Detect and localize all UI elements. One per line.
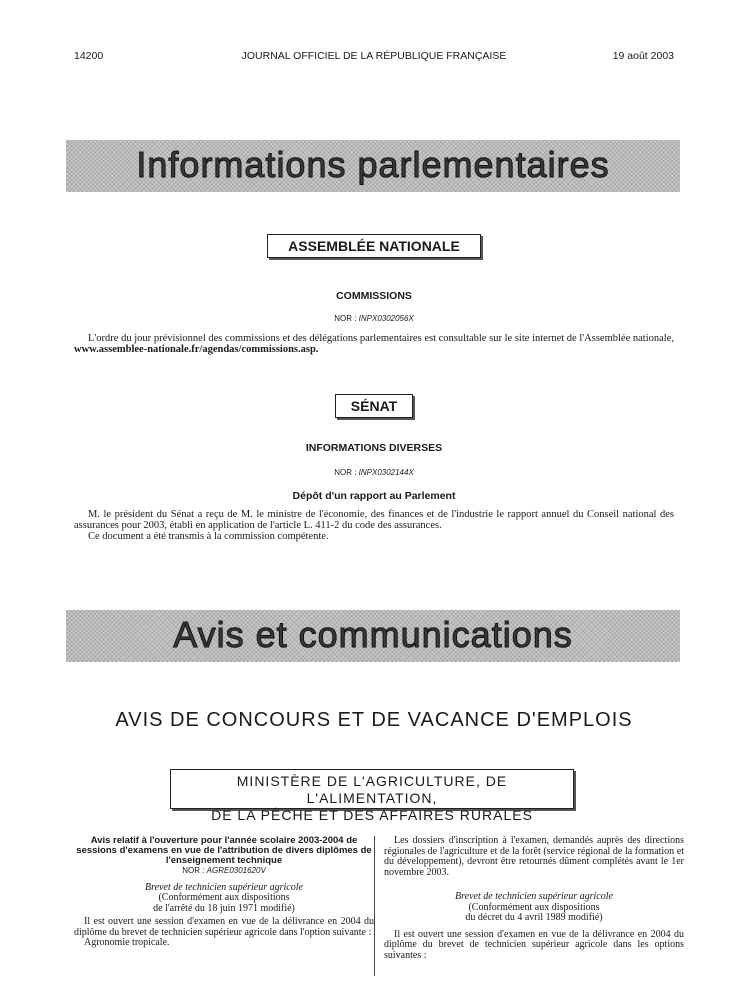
assemblee-heading: ASSEMBLÉE NATIONALE — [267, 234, 481, 258]
commissions-heading: COMMISSIONS — [336, 290, 412, 302]
depot-rapport-heading: Dépôt d'un rapport au Parlement — [292, 490, 456, 502]
senat-heading-box — [0, 394, 748, 418]
right-column — [384, 836, 684, 961]
right-paragraph-1: Les dossiers d'inscription à l'examen, demandés auprès des directions régionales de l'agriculture et de la forêt (service régional de la formation et du développement), devront être retournés dûment complétés avant le 1er novembre 2003. — [384, 835, 684, 878]
brevet-title: Brevet de technicien supérieur agricole — [455, 891, 613, 902]
assemblee-link[interactable]: www.assemblee-nationale.fr/agendas/commissions.asp. — [74, 344, 319, 355]
banner-avis-communications — [66, 610, 680, 662]
avis-heading: Avis relatif à l'ouverture pour l'année scolaire 2003-2004 de sessions d'examens en vue de l'attribution de divers diplômes de l'enseignement technique — [76, 835, 372, 866]
conformement-line-2: du décret du 4 avril 1989 modifié) — [465, 912, 603, 923]
left-nor: NOR : AGRE0301620V — [182, 866, 266, 875]
conformement-line-1: (Conformément aux dispositions — [158, 892, 290, 903]
nor-code: INPX0302056X — [358, 314, 414, 323]
nor-code: INPX0302144X — [358, 468, 414, 477]
brevet-title: Brevet de technicien supérieur agricole — [145, 881, 303, 893]
left-column — [74, 836, 374, 949]
banner-informations-parlementaires — [66, 140, 680, 192]
senat-paragraph-2: Ce document a été transmis à la commission compétente. — [88, 531, 329, 542]
banner-title: Avis et communications — [173, 614, 573, 655]
issue-date: 19 août 2003 — [612, 50, 674, 62]
page-header — [74, 50, 674, 66]
ministry-line-2: DE LA PÊCHE ET DES AFFAIRES RURALES — [211, 807, 533, 823]
left-paragraph-1: Il est ouvert une session d'examen en vue de la délivrance en 2004 du diplôme du brevet de technicien supérieur agricole dans l'option suivante : — [74, 916, 374, 938]
banner-title: Informations parlementaires — [136, 144, 610, 185]
nor-code: AGRE0301620V — [206, 866, 266, 875]
ministry-box — [170, 769, 574, 823]
journal-title: JOURNAL OFFICIEL DE LA RÉPUBLIQUE FRANÇAISE — [241, 50, 507, 62]
column-divider — [374, 836, 375, 976]
avis-concours-title: AVIS DE CONCOURS ET DE VACANCE D'EMPLOIS — [115, 709, 633, 731]
senat-heading: SÉNAT — [335, 394, 413, 418]
conformement-line-2: de l'arrêté du 18 juin 1971 modifié) — [153, 902, 295, 914]
assemblee-heading-box — [0, 234, 748, 258]
assemblee-nor: NOR : INPX0302056X — [334, 314, 414, 323]
ministry-line-1: MINISTÈRE DE L'AGRICULTURE, DE L'ALIMENTATION, — [236, 773, 508, 806]
page-number: 14200 — [74, 50, 104, 62]
assemblee-paragraph: L'ordre du jour prévisionnel des commissions et des délégations parlementaires est consultable sur le site internet de l'Assemblée nationale, www.assemblee-nationale.fr/agendas/commissions.asp. — [74, 333, 674, 355]
informations-diverses-heading: INFORMATIONS DIVERSES — [305, 442, 443, 454]
senat-nor: NOR : INPX0302144X — [334, 468, 414, 477]
right-paragraph-2: Il est ouvert une session d'examen en vue de la délivrance en 2004 du diplôme du brevet de technicien supérieur agricole dans les options suivantes : — [384, 928, 684, 961]
conformement-line-1: (Conformément aux dispositions — [468, 901, 600, 913]
senat-paragraph-1: M. le président du Sénat a reçu de M. le ministre de l'économie, des finances et de l'industrie le rapport annuel du Conseil national des assurances pour 2003, établi en application de l'article L. 411-2 du code des assurances. — [74, 509, 674, 531]
senat-paragraphs — [74, 509, 674, 542]
left-paragraph-2: Agronomie tropicale. — [84, 937, 170, 948]
